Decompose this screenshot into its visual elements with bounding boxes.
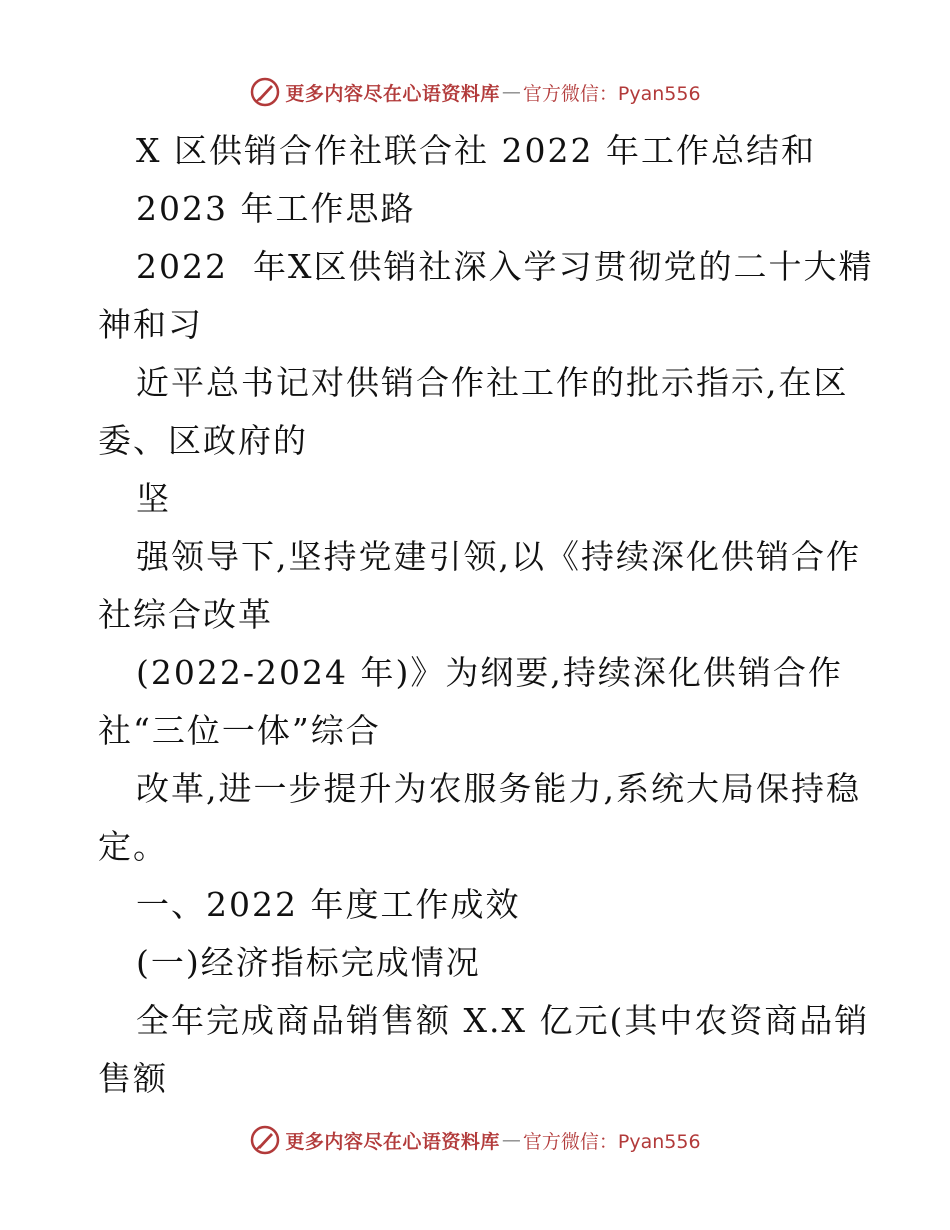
banner-separator: — bbox=[501, 81, 521, 103]
doc-line: 坚 bbox=[136, 479, 171, 518]
doc-line: (2022-2024 年)》为纲要,持续深化供销合作 bbox=[136, 653, 843, 692]
banner-wechat: 官方微信：Pyan556 bbox=[522, 82, 701, 105]
banner-title: 更多内容尽在心语资料库 bbox=[285, 82, 500, 105]
doc-line: 定。 bbox=[98, 827, 168, 866]
doc-line: 售额 bbox=[98, 1059, 168, 1098]
document-body bbox=[98, 122, 874, 1108]
doc-line: 近平总书记对供销合作社工作的批示指示,在区 bbox=[136, 363, 849, 402]
quill-logo-icon bbox=[249, 1124, 281, 1156]
doc-line: 改革,进一步提升为农服务能力,系统大局保持稳 bbox=[136, 769, 861, 808]
banner-title: 更多内容尽在心语资料库 bbox=[285, 1130, 500, 1153]
footer-banner bbox=[0, 1120, 950, 1160]
doc-line: (一)经济指标完成情况 bbox=[136, 943, 481, 982]
quill-logo-icon bbox=[249, 76, 281, 108]
banner-separator: — bbox=[501, 1129, 521, 1151]
doc-line: 全年完成商品销售额 X.X 亿元(其中农资商品销 bbox=[136, 1001, 870, 1040]
doc-line: 一、2022 年度工作成效 bbox=[136, 885, 521, 924]
header-banner bbox=[0, 72, 950, 112]
banner-wechat: 官方微信：Pyan556 bbox=[522, 1130, 701, 1153]
doc-line: 社综合改革 bbox=[98, 595, 273, 634]
doc-line: 委、区政府的 bbox=[98, 421, 308, 460]
doc-line: 2023 年工作思路 bbox=[136, 189, 416, 228]
doc-line: 强领导下,坚持党建引领,以《持续深化供销合作 bbox=[136, 537, 861, 576]
doc-line: X 区供销合作社联合社 2022 年工作总结和 bbox=[136, 131, 816, 170]
doc-line: 2022 年X区供销社深入学习贯彻党的二十大精 bbox=[136, 247, 874, 286]
doc-line: 神和习 bbox=[98, 305, 203, 344]
doc-line: 社“三位一体”综合 bbox=[98, 711, 381, 750]
